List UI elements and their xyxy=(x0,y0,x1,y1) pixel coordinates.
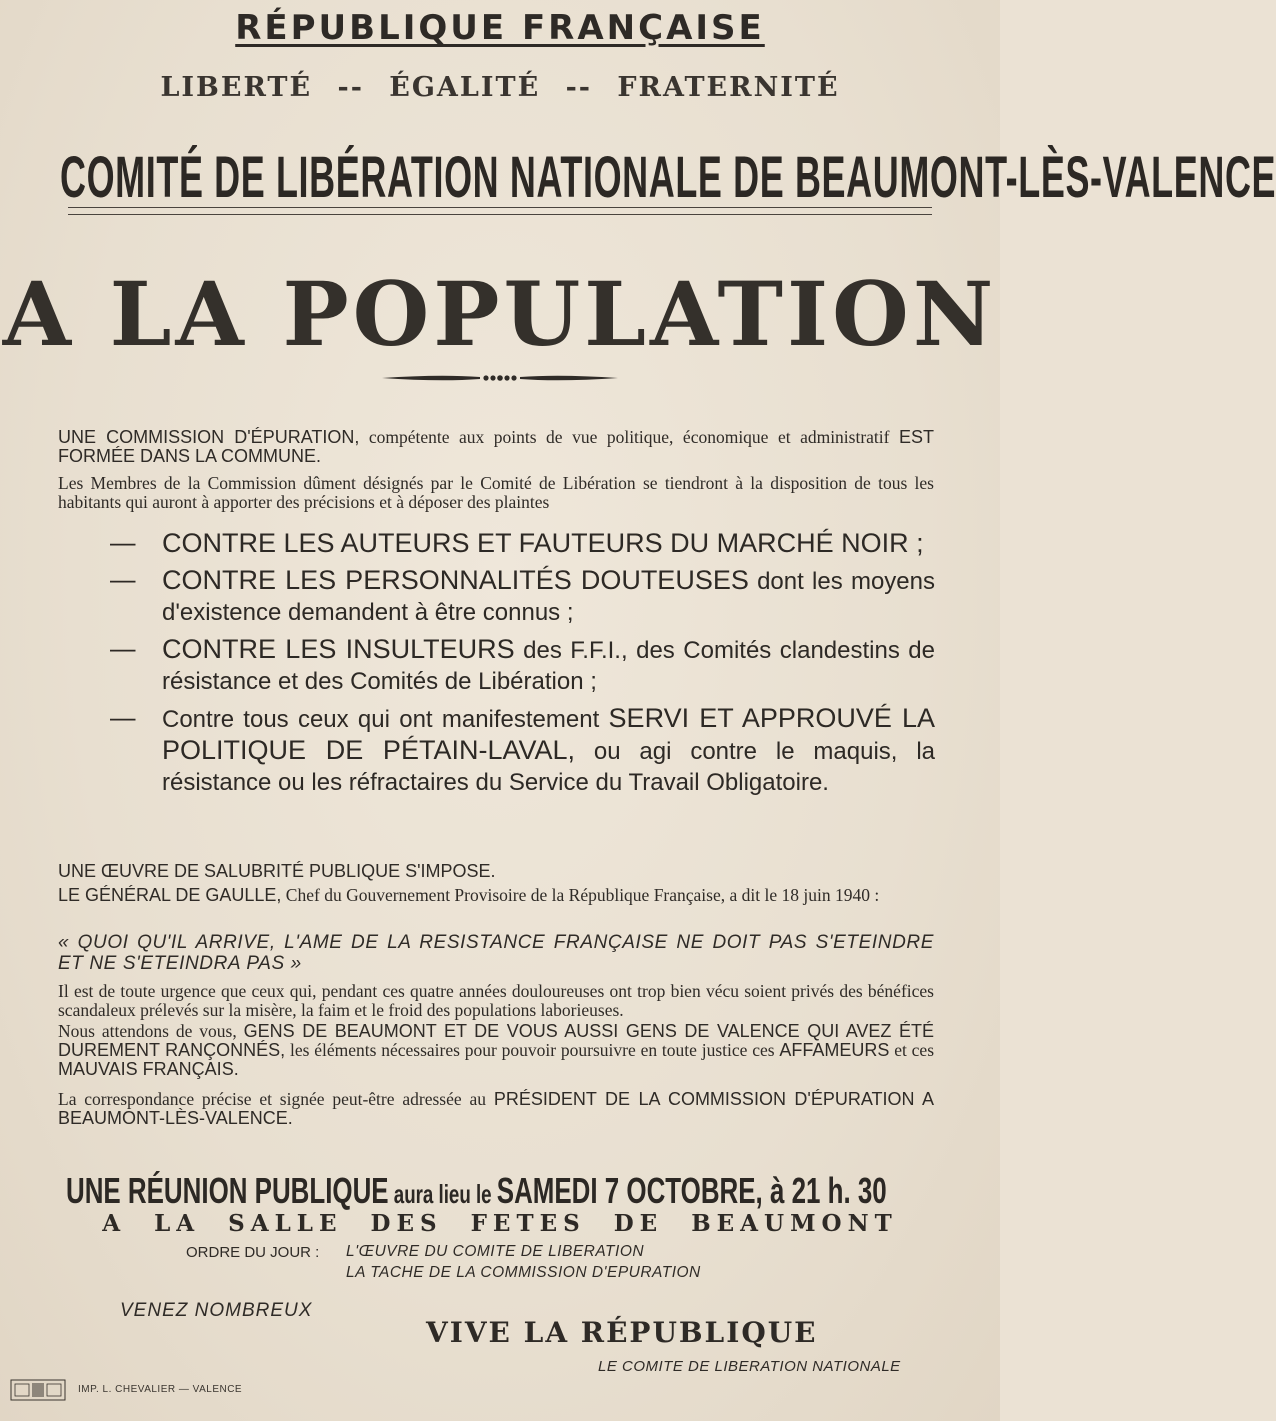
venez-nombreux: VENEZ NOMBREUX xyxy=(120,1300,313,1321)
intro-caps: UNE COMMISSION D'ÉPURATION, xyxy=(58,427,360,447)
complaint-list xyxy=(110,528,935,804)
list-item-text: Contre tous ceux qui ont manifestement xyxy=(162,706,609,733)
ornament-divider-icon xyxy=(380,368,620,388)
attend-text: les éléments nécessaires pour pouvoir poursuivre en toute justice ces xyxy=(285,1040,780,1060)
printer-logo-icon xyxy=(10,1378,66,1402)
agenda-item: L'ŒUVRE DU COMITE DE LIBERATION xyxy=(346,1243,645,1260)
meeting-title: UNE RÉUNION PUBLIQUE xyxy=(66,1170,389,1211)
meeting-date: SAMEDI 7 OCTOBRE, à 21 h. 30 xyxy=(496,1170,887,1211)
gaulle-paragraph xyxy=(58,886,934,905)
list-item-text: ou agi contre le maquis, la résistance ou les réfractaires du Service du Travail Obligatoire. xyxy=(162,738,935,796)
devise: LIBERTÉ -- ÉGALITÉ -- FRATERNITÉ xyxy=(160,72,840,103)
comite-banner xyxy=(60,138,1276,218)
meeting-connector: aura lieu le xyxy=(388,1179,497,1209)
meeting-venue: A LA SALLE DES FETES DE BEAUMONT xyxy=(102,1210,898,1237)
attend-caps: AFFAMEURS xyxy=(779,1040,890,1060)
list-item-text: des F.F.I., des Comités clandestins de résistance et des Comités de Libération ; xyxy=(162,637,935,695)
corresp-text: La correspondance précise et signée peut-être adressée au xyxy=(58,1089,494,1109)
gaulle-text: Chef du Gouvernement Provisoire de la République Française, a dit le 18 juin 1940 : xyxy=(281,885,880,905)
dash-bullet: — xyxy=(110,529,136,557)
urgence-paragraph: Il est de toute urgence que ceux qui, pendant ces quatre années douloureuses ont trop bien vécu soient privés des bénéfices scandaleux prélevés sur la misère, la faim et le froid des populations laborieuses. xyxy=(58,981,934,1020)
meeting-announcement xyxy=(66,1168,936,1214)
attend-caps: MAUVAIS FRANÇAIS. xyxy=(58,1059,239,1079)
attend-paragraph xyxy=(58,1022,934,1079)
headline: A LA POPULATION xyxy=(2,262,998,366)
dash-bullet: — xyxy=(110,566,136,594)
attend-text: Nous attendons de vous, xyxy=(58,1021,244,1041)
agenda-item: LA TACHE DE LA COMMISSION D'EPURATION xyxy=(346,1264,701,1281)
list-item-text: dont les moyens d'existence demandent à être connus ; xyxy=(162,568,935,626)
intro-paragraph-2: Les Membres de la Commission dûment désignés par le Comité de Libération se tiendront à la disposition de tous les habitants qui auront à apporter des précisions et à déposer des plaintes xyxy=(58,473,934,512)
list-item-caps: SERVI ET APPROUVÉ LA POLITIQUE DE PÉTAIN-LAVAL, xyxy=(162,703,935,765)
list-item xyxy=(110,703,935,798)
oeuvre-statement: UNE ŒUVRE DE SALUBRITÉ PUBLIQUE S'IMPOSE. xyxy=(58,861,496,881)
republique-title: RÉPUBLIQUE FRANÇAISE xyxy=(235,8,765,48)
attend-caps: GENS DE BEAUMONT ET DE VOUS AUSSI GENS DE VALENCE QUI AVEZ ÉTÉ DUREMENT RANÇONNÉS, xyxy=(58,1021,934,1060)
agenda-label: ORDRE DU JOUR : xyxy=(186,1244,320,1261)
printer-credit: IMP. L. CHEVALIER — VALENCE xyxy=(78,1384,243,1395)
intro-paragraph-1 xyxy=(58,428,934,466)
list-item xyxy=(110,634,935,697)
dash-bullet: — xyxy=(110,704,136,732)
list-item xyxy=(110,565,935,628)
intro-text: compétente aux points de vue politique, économique et administratif xyxy=(359,427,899,447)
list-item-caps: CONTRE LES INSULTEURS xyxy=(162,634,515,664)
vive-la-republique: VIVE LA RÉPUBLIQUE xyxy=(426,1316,818,1349)
double-rule-divider xyxy=(68,207,932,215)
list-item-caps: CONTRE LES PERSONNALITÉS DOUTEUSES xyxy=(162,565,749,595)
intro-caps-2: EST FORMÉE DANS LA COMMUNE. xyxy=(58,427,934,466)
dash-bullet: — xyxy=(110,635,136,663)
list-item-text: CONTRE LES AUTEURS ET FAUTEURS DU MARCHÉ NOIR ; xyxy=(162,528,924,558)
gaulle-caps: LE GÉNÉRAL DE GAULLE, xyxy=(58,885,282,905)
gaulle-quote: « QUOI QU'IL ARRIVE, L'AME DE LA RESISTANCE FRANÇAISE NE DOIT PAS S'ETEINDRE ET NE S'ETEINDRA PAS » xyxy=(58,932,934,974)
list-item xyxy=(110,528,935,559)
correspondance-paragraph xyxy=(58,1090,934,1128)
corresp-caps: PRÉSIDENT DE LA COMMISSION D'ÉPURATION A BEAUMONT-LÈS-VALENCE. xyxy=(58,1089,934,1128)
attend-text: et ces xyxy=(889,1040,934,1060)
signature: LE COMITE DE LIBERATION NATIONALE xyxy=(598,1358,901,1375)
comite-title: COMITÉ DE LIBÉRATION NATIONALE DE BEAUMONT-LÈS-VALENCE xyxy=(60,145,1276,210)
